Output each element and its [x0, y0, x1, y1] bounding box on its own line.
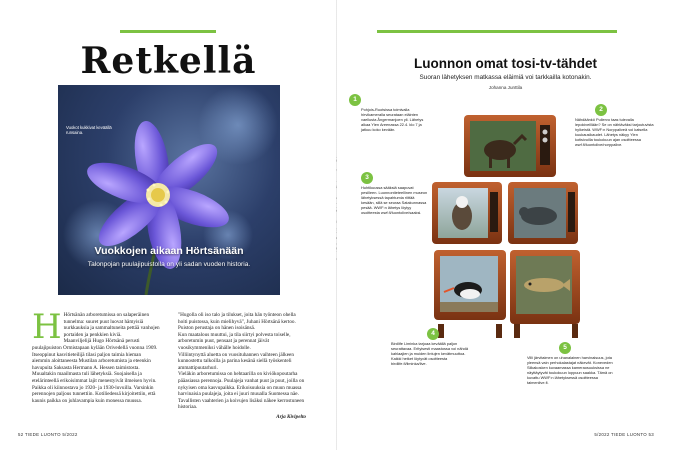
flower-photo [58, 85, 280, 295]
callout-number-badge: 5 [559, 342, 571, 354]
paragraph: Paikka oli kiinnostava jo 1920- ja 1930-luvuilla. Varsinkin perennojen paljous tunnettiin. Kotiliedessä kirjoitettiin, että kaunis paikka on juhlavampia kuin monessa muussa. [32, 384, 156, 404]
article-column-1 [32, 307, 160, 404]
photo-title: Vuokkojen aikaan Hörtsänään [94, 245, 244, 257]
paragraph: Kun maatalous muuttui, ja tila siirtyi polvesta toiselle, arboretumin puut, pensaat ja perennat jäivät vuosikymmeniksi vähälle hoidolle. [178, 331, 291, 351]
callout-3: Huhtikuussa sääksiä saapuvat pesilleen. Luonnontieteellinen museon lähetyksessä tapahtumia riittää kesään, sillä se seuraa Satakunnassa pesää. WWF:n lähetys löytyy osoitteesta wwf.fi/luontolive/saaksi. [361, 185, 428, 215]
tv-stack-illustration [432, 110, 582, 350]
photo-caption: Vuokot kukkivat keväällä runsaina. [66, 125, 112, 136]
paragraph: Hörtsänän arboretumissa on salaperäinen tunnelma: suuret puut luovat hämyisiä nurkkauksia ja sammaltuneita pettää vanhojen portaiden ja penkkien kiviä. [63, 312, 160, 338]
paragraph: Villiintynyttä aluetta on vuosituhannen vaihteen jälkeen kunnostettu talkoilla ja parina kesänä siellä työskenteli ammattipuutarhuri. [178, 351, 294, 371]
seal-tv-icon [508, 182, 578, 244]
page-folio-right: 5/2022 TIEDE LUONTO 53 [594, 432, 654, 437]
callout-4: Birdlife Liminka tarjoaa keväällä paljon seurattavaa. Erityisesti maastossa voi nähdä kahlaajien ja muiden lintujen kevätmuuttoa. Kaikki hetket löytyvät osoitteesta birdlife.fi/liminka/live. [391, 341, 468, 366]
callout-1: Pohjois-Ruotsissa toimivalla hirvikameralla seurataan eläinten vaellusta Ångermanjoen yli. Lähetys alkaa Ylen Areenassa 22.4. klo 7 ja jatkuu koko kevään. [361, 107, 424, 132]
paragraph: Maanviljelijä Hugo Hörtsänä perusti puulajipuiston Ormistapaan kylään Orivedellä vuonna 1909. Itseoppinut kasvitieteilijä tilasi paljon taimia hieman aiemmin aloittaneesta Mustilan arboretumista ja eteenkin havupuita Saksasta Hermann A. Hessen taimistosta. Muualtakin maailmasta tuli lähetyksiä. Suojaisella ja etelärinteellä erikoisimmat lajit menestyivät ilmeisen hyvin. [32, 338, 158, 384]
article-column-2 [178, 312, 306, 421]
accent-rule [120, 30, 216, 33]
moose-tv-icon [464, 115, 556, 177]
photo-subtitle: Talonpojan puulajipuistolla on yli sadan vuoden historia. [87, 261, 251, 268]
author-signature: Arja Kivipelto [276, 413, 306, 420]
page-folio-left: 52 TIEDE LUONTO 5/2022 [18, 432, 78, 437]
paragraph: Vieläkin arboretumissa on hehtaarilla on kiviökopoutarha pääasiassa perennoja. Puulajeja vanhat puut ja puut, joilla on nykyisen oma kasvupaikka. Erikoisuuksia on muun muassa harvinaisia puulajeja, joita ei juuri muualla Suomessa näe. Tavallisten vaahterien ja koivujen lisäksi näkee kerrostuneen historiaa. [178, 371, 305, 411]
article-title: Luonnon omat tosi-tv-tähdet [414, 56, 597, 71]
callout-number-badge: 2 [595, 104, 607, 116]
article-subtitle: Suoran lähetyksen matkassa eläimiä voi tarkkailla kotonakin. [419, 74, 592, 81]
right-page [337, 0, 674, 450]
accent-rule [377, 30, 617, 33]
byline: Johanna Junttila [488, 85, 523, 90]
paragraph: "Hugolla oli iso talo ja tilukset, joita hän työnteon ohella hoiti puistossa, kuin mielihyvä", Juhani Hörtsänä kertoo. Puiston perustaja on hänen isoisänsä. [178, 312, 296, 332]
callout-number-badge: 4 [427, 328, 439, 340]
section-title: Retkellä [80, 40, 257, 82]
callout-2: Nähdäänkö Pullervo taas tulevalla lepokiveillään? Se on nähtäväksi tarjoutuvista hylkeistä. WWF:n Norppaliveä voi katsella kuukausikaudet. Lähetys näkyy Ylen kotisivuilla toukokuun ajan osoitteessa wwf.fi/luontolive/norppalive. [575, 117, 654, 147]
callout-5: Villi järvitaimen on uhanalainen harvinaisuus, jota yleensä vain perhokalastajat näkevät. Koneveden Siikakosken kuvaamassa kameraosuuksissa ne näyttäytyvät toukokuun loppuun saakka. Tämä on kuvattu WWF:n lähetyksessä osoitteessa taimenlive.fi. [527, 355, 613, 385]
oystercatcher-tv-icon [434, 250, 506, 320]
osprey-tv-icon [432, 182, 502, 244]
callout-number-badge: 3 [361, 172, 373, 184]
drop-cap: H [32, 307, 62, 347]
trout-tv-icon [510, 250, 580, 324]
callout-number-badge: 1 [349, 94, 361, 106]
